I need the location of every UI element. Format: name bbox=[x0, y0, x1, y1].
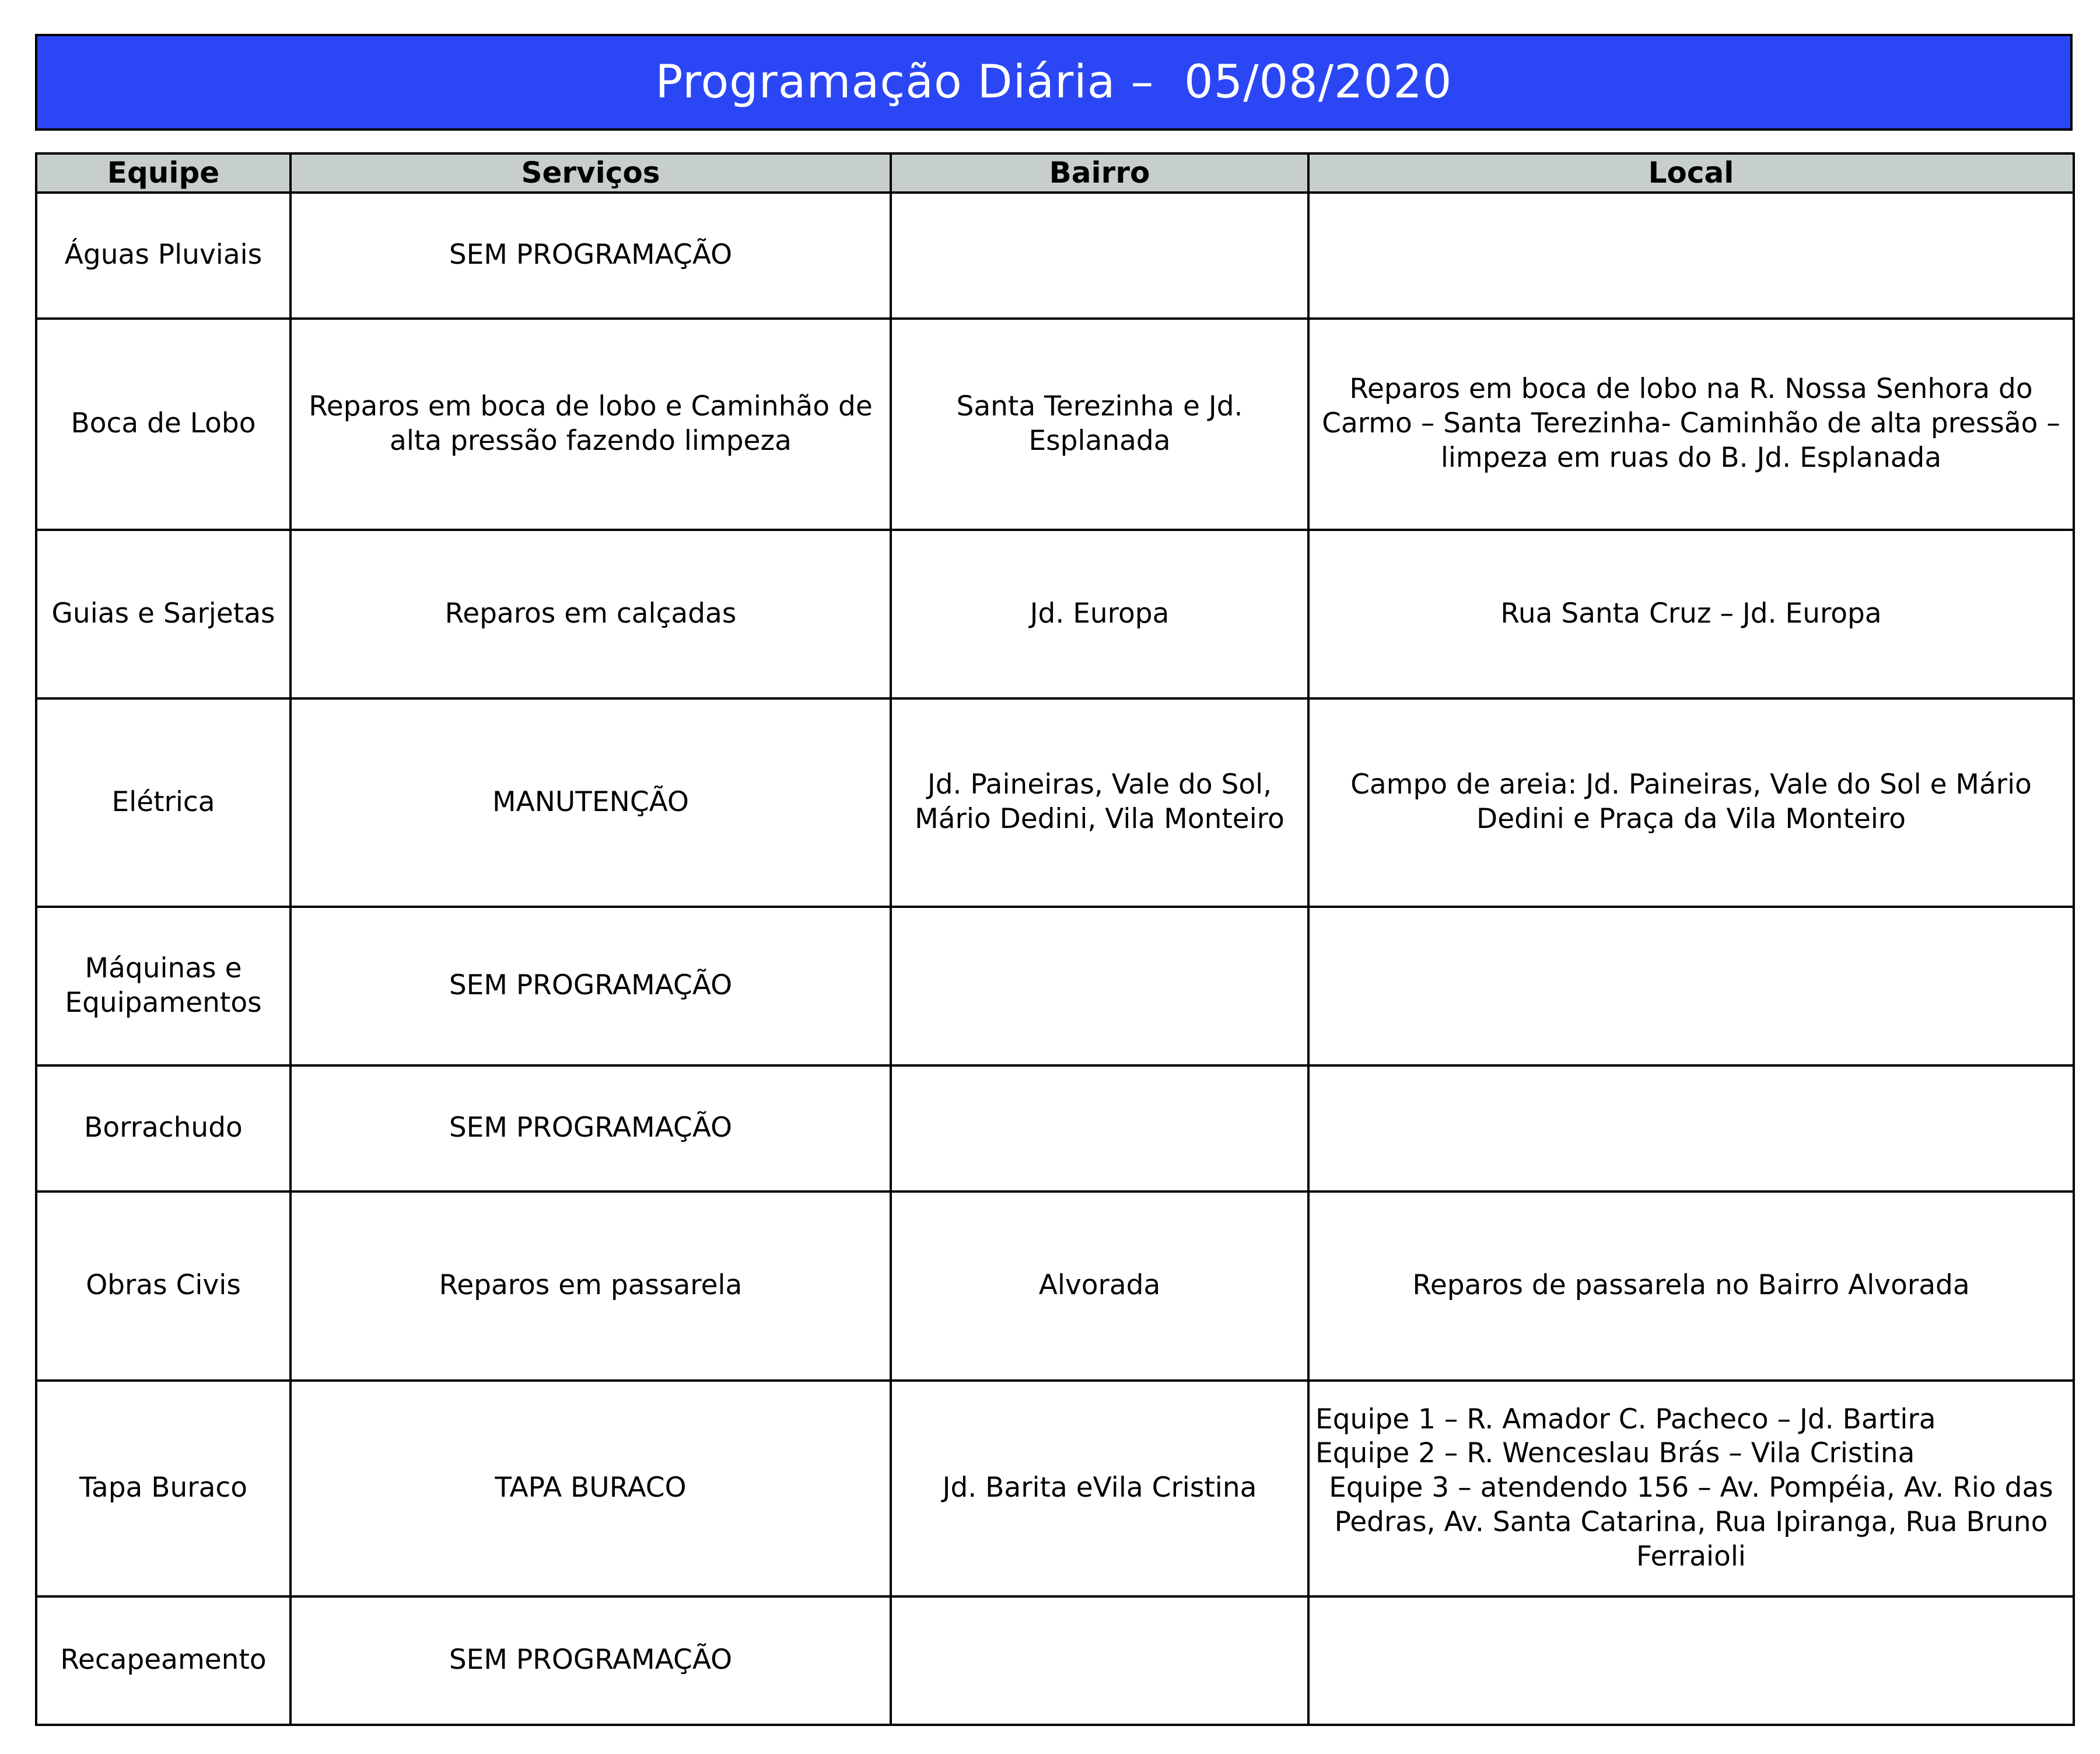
cell-local: Reparos em boca de lobo na R. Nossa Senhora do Carmo – Santa Terezinha- Caminhão de alta pressão – limpeza em ruas do B. Jd. Esplanada bbox=[1308, 319, 2074, 530]
cell-bairro bbox=[891, 193, 1308, 319]
cell-servicos: SEM PROGRAMAÇÃO bbox=[290, 1596, 891, 1725]
cell-equipe: Águas Pluviais bbox=[36, 193, 290, 319]
cell-local: Rua Santa Cruz – Jd. Europa bbox=[1308, 530, 2074, 698]
table-row bbox=[36, 1381, 2074, 1596]
table-row bbox=[36, 1596, 2074, 1725]
cell-bairro: Alvorada bbox=[891, 1192, 1308, 1381]
cell-servicos: MANUTENÇÃO bbox=[290, 698, 891, 907]
cell-local bbox=[1308, 1596, 2074, 1725]
table-row bbox=[36, 907, 2074, 1065]
cell-local: Reparos de passarela no Bairro Alvorada bbox=[1308, 1192, 2074, 1381]
cell-bairro: Santa Terezinha e Jd. Esplanada bbox=[891, 319, 1308, 530]
cell-equipe: Boca de Lobo bbox=[36, 319, 290, 530]
cell-equipe: Máquinas e Equipamentos bbox=[36, 907, 290, 1065]
cell-bairro bbox=[891, 1065, 1308, 1192]
cell-bairro: Jd. Europa bbox=[891, 530, 1308, 698]
cell-equipe: Elétrica bbox=[36, 698, 290, 907]
cell-equipe: Borrachudo bbox=[36, 1065, 290, 1192]
local-line: Equipe 2 – R. Wenceslau Brás – Vila Cristina bbox=[1315, 1437, 1915, 1470]
cell-local bbox=[1308, 1381, 2074, 1596]
cell-bairro: Jd. Barita eVila Cristina bbox=[891, 1381, 1308, 1596]
cell-equipe: Guias e Sarjetas bbox=[36, 530, 290, 698]
table-row bbox=[36, 319, 2074, 530]
table-row bbox=[36, 1192, 2074, 1381]
cell-local bbox=[1308, 193, 2074, 319]
cell-servicos: SEM PROGRAMAÇÃO bbox=[290, 193, 891, 319]
cell-equipe: Tapa Buraco bbox=[36, 1381, 290, 1596]
table-row bbox=[36, 1065, 2074, 1192]
table-row bbox=[36, 193, 2074, 319]
table-row bbox=[36, 530, 2074, 698]
daily-schedule-table bbox=[35, 152, 2075, 1726]
cell-servicos: Reparos em boca de lobo e Caminhão de alta pressão fazendo limpeza bbox=[290, 319, 891, 530]
cell-local bbox=[1308, 907, 2074, 1065]
cell-bairro bbox=[891, 1596, 1308, 1725]
cell-servicos: Reparos em passarela bbox=[290, 1192, 891, 1381]
cell-bairro: Jd. Paineiras, Vale do Sol, Mário Dedini, Vila Monteiro bbox=[891, 698, 1308, 907]
table-row bbox=[36, 698, 2074, 907]
column-header-bairro: Bairro bbox=[891, 153, 1308, 193]
cell-local: Campo de areia: Jd. Paineiras, Vale do Sol e Mário Dedini e Praça da Vila Monteiro bbox=[1308, 698, 2074, 907]
cell-servicos: SEM PROGRAMAÇÃO bbox=[290, 1065, 891, 1192]
column-header-servicos: Serviços bbox=[290, 153, 891, 193]
cell-local bbox=[1308, 1065, 2074, 1192]
cell-equipe: Obras Civis bbox=[36, 1192, 290, 1381]
cell-equipe: Recapeamento bbox=[36, 1596, 290, 1725]
cell-servicos: TAPA BURACO bbox=[290, 1381, 891, 1596]
local-line: Equipe 3 – atendendo 156 – Av. Pompéia, Av. Rio das Pedras, Av. Santa Catarina, Rua Ipiranga, Rua Bruno Ferraioli bbox=[1329, 1472, 2053, 1573]
local-line: Equipe 1 – R. Amador C. Pacheco – Jd. Bartira bbox=[1315, 1403, 1936, 1435]
page-title: Programação Diária – 05/08/2020 bbox=[35, 34, 2073, 131]
table-header-row bbox=[36, 153, 2074, 193]
cell-servicos: Reparos em calçadas bbox=[290, 530, 891, 698]
column-header-equipe: Equipe bbox=[36, 153, 290, 193]
cell-bairro bbox=[891, 907, 1308, 1065]
cell-servicos: SEM PROGRAMAÇÃO bbox=[290, 907, 891, 1065]
column-header-local: Local bbox=[1308, 153, 2074, 193]
